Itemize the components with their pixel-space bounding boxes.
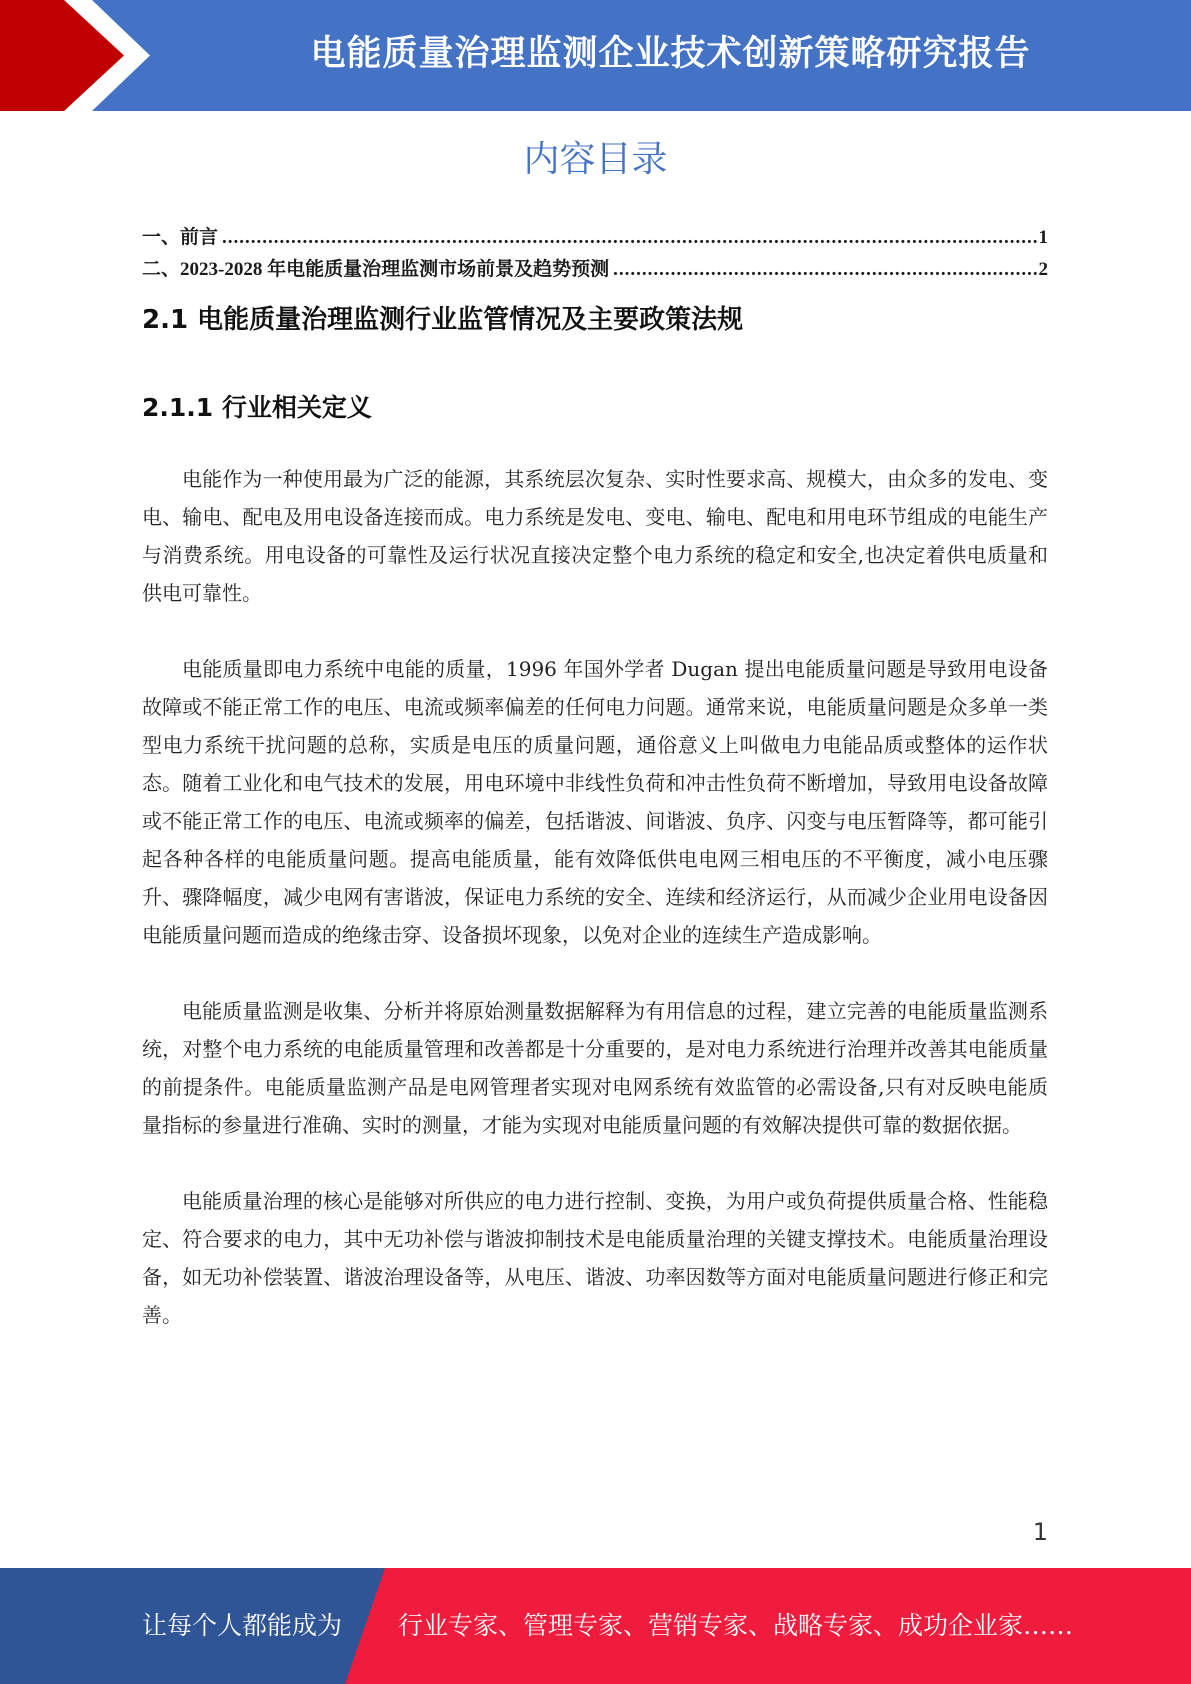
paragraph-quality-monitoring: 电能质量监测是收集、分析并将原始测量数据解释为有用信息的过程，建立完善的电能质量监测系统，对整个电力系统的电能质量管理和改善都是十分重要的，是对电力系统进行治理并改善其电能质量的前提条件。电能质量监测产品是电网管理者实现对电网系统有效监管的必需设备,只有对反映电能质量指标的参量进行准确、实时的测量，才能为实现对电能质量问题的有效解决提供可靠的数据依据。	[142, 999, 1048, 1137]
toc-entry-market-outlook[interactable]	[142, 254, 1048, 286]
toc-dot-leader	[222, 227, 1036, 249]
toc-entry-text: 二、2023-2028 年电能质量治理监测市场前景及趋势预测	[142, 259, 610, 280]
subsection-heading: 2.1.1 行业相关定义	[142, 393, 372, 422]
report-title: 电能质量治理监测企业技术创新策略研究报告	[310, 34, 1031, 74]
footer-slogan-right: 行业专家、管理专家、营销专家、战略专家、成功企业家……	[398, 1611, 1074, 1640]
toc-title: 内容目录	[523, 139, 668, 180]
toc-entry-preface[interactable]	[142, 222, 1048, 254]
header-band	[0, 0, 1191, 111]
paragraph-electric-energy: 电能作为一种使用最为广泛的能源，其系统层次复杂、实时性要求高、规模大，由众多的发电、变电、输电、配电及用电设备连接而成。电力系统是发电、变电、输电、配电和用电环节组成的电能生产与消费系统。用电设备的可靠性及运行状况直接决定整个电力系统的稳定和安全,也决定着供电质量和供电可靠性。	[142, 467, 1048, 605]
footer-slogan-left: 让每个人都能成为	[142, 1611, 343, 1640]
header-arrow-decoration	[0, 0, 160, 111]
toc-entry-page: 1	[1038, 227, 1048, 248]
toc-entry-page: 2	[1038, 259, 1048, 280]
body-text	[142, 460, 1048, 1372]
section-heading: 2.1 电能质量治理监测行业监管情况及主要政策法规	[142, 305, 744, 335]
footer-band	[0, 1568, 1191, 1684]
toc-entry-text: 一、前言	[142, 227, 219, 248]
page-number: 1	[1032, 1518, 1048, 1546]
paragraph-power-quality: 电能质量即电力系统中电能的质量，1996 年国外学者 Dugan 提出电能质量问题是导致用电设备故障或不能正常工作的电压、电流或频率偏差的任何电力问题。通常来说，电能质量问题是众多单一类型电力系统干扰问题的总称，实质是电压的质量问题，通俗意义上叫做电力电能品质或整体的运作状态。随着工业化和电气技术的发展，用电环境中非线性负荷和冲击性负荷不断增加，导致用电设备故障或不能正常工作的电压、电流或频率的偏差，包括谐波、间谐波、负序、闪变与电压暂降等，都可能引起各种各样的电能质量问题。提高电能质量，能有效降低供电电网三相电压的不平衡度，减小电压骤升、骤降幅度，减少电网有害谐波，保证电力系统的安全、连续和经济运行，从而减少企业用电设备因电能质量问题而造成的绝缘击穿、设备损坏现象，以免对企业的连续生产造成影响。	[142, 657, 1048, 947]
table-of-contents	[142, 222, 1048, 286]
toc-dot-leader	[613, 259, 1036, 281]
paragraph-quality-governance: 电能质量治理的核心是能够对所供应的电力进行控制、变换，为用户或负荷提供质量合格、性能稳定、符合要求的电力，其中无功补偿与谐波抑制技术是电能质量治理的关键支撑技术。电能质量治理设备，如无功补偿装置、谐波治理设备等，从电压、谐波、功率因数等方面对电能质量问题进行修正和完善。	[142, 1189, 1048, 1327]
